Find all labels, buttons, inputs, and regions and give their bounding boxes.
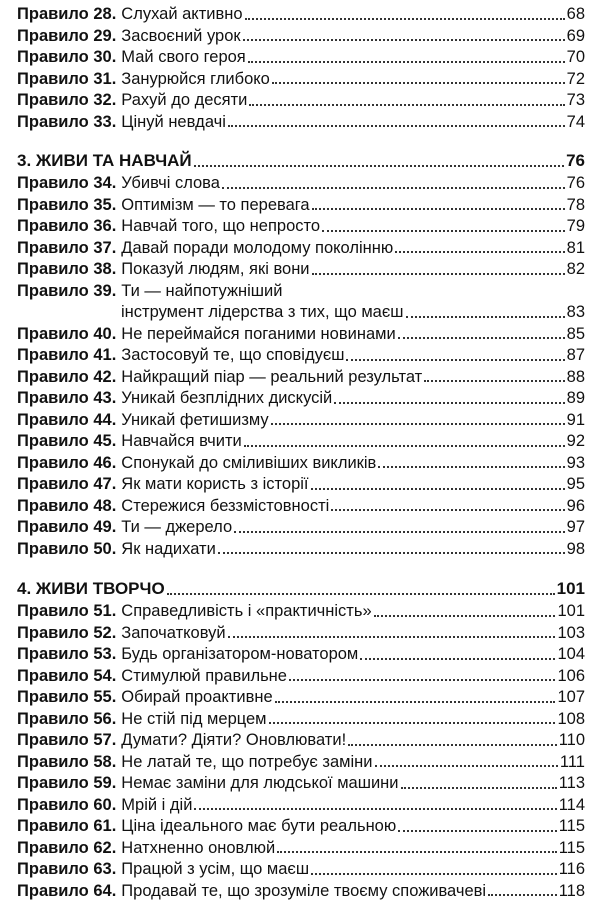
toc-entry[interactable] <box>17 623 585 645</box>
toc-entry[interactable] <box>17 112 585 134</box>
leader-dots <box>194 165 564 167</box>
rule-title: Показуй людям, які вони <box>121 259 309 281</box>
leader-dots <box>334 402 564 404</box>
rule-page-number: 92 <box>567 431 585 453</box>
rule-label: Правило 37. <box>17 238 116 260</box>
rule-label: Правило 52. <box>17 623 116 645</box>
rule-page-number: 116 <box>559 859 585 881</box>
leader-dots <box>269 722 556 724</box>
toc-entry[interactable] <box>17 517 585 539</box>
rule-title: Як надихати <box>121 539 216 561</box>
rule-page-number: 83 <box>567 302 585 324</box>
toc-block-3 <box>17 601 585 902</box>
toc-entry[interactable] <box>17 666 585 688</box>
toc-entry[interactable] <box>17 90 585 112</box>
rule-page-number: 97 <box>567 517 585 539</box>
toc-entry[interactable] <box>17 410 585 432</box>
rule-label: Правило 43. <box>17 388 116 410</box>
rule-label: Правило 42. <box>17 367 116 389</box>
rule-page-number: 115 <box>559 816 585 838</box>
toc-entry[interactable] <box>17 345 585 367</box>
rule-label: Правило 64. <box>17 881 116 902</box>
rule-title: Засвоєний урок <box>121 26 240 48</box>
rule-label: Правило 33. <box>17 112 116 134</box>
toc-entry[interactable] <box>17 752 585 774</box>
rule-page-number: 95 <box>567 474 585 496</box>
rule-label: Правило 60. <box>17 795 116 817</box>
rule-page-number: 110 <box>559 730 585 752</box>
rule-title-line-2: інструмент лідерства з тих, що маєш <box>121 302 404 324</box>
rule-label: Правило 61. <box>17 816 116 838</box>
rule-page-number: 69 <box>567 26 585 48</box>
leader-dots <box>395 251 564 253</box>
rule-label: Правило 53. <box>17 644 116 666</box>
toc-entry[interactable] <box>17 709 585 731</box>
leader-dots <box>375 765 558 767</box>
toc-entry[interactable] <box>17 195 585 217</box>
toc-entry[interactable] <box>17 47 585 69</box>
toc-entry[interactable] <box>17 388 585 410</box>
rule-page-number: 81 <box>567 238 585 260</box>
rule-title: Започатковуй <box>121 623 225 645</box>
leader-dots <box>374 615 556 617</box>
leader-dots <box>311 488 565 490</box>
rule-title: Не стій під мерцем <box>121 709 266 731</box>
toc-entry[interactable] <box>17 859 585 881</box>
leader-dots <box>194 808 556 810</box>
rule-page-number: 68 <box>567 4 585 26</box>
rule-page-number: 111 <box>560 752 585 774</box>
leader-dots <box>398 830 556 832</box>
leader-dots <box>222 187 565 189</box>
toc-entry[interactable] <box>17 881 585 902</box>
toc-entry[interactable] <box>17 324 585 346</box>
rule-title: Уникай безплідних дискусій <box>121 388 332 410</box>
rule-title: Навчай того, що непросто <box>121 216 320 238</box>
toc-entry[interactable] <box>17 644 585 666</box>
rule-title: Оптимізм — то перевага <box>121 195 309 217</box>
leader-dots <box>322 230 565 232</box>
rule-title: Цінуй невдачі <box>121 112 226 134</box>
leader-dots <box>398 337 565 339</box>
toc-entry[interactable] <box>17 773 585 795</box>
rule-label: Правило 45. <box>17 431 116 453</box>
rule-page-number: 115 <box>559 838 585 860</box>
rule-page-number: 78 <box>567 195 585 217</box>
rule-title: Думати? Діяти? Оновлювати! <box>121 730 346 752</box>
rule-label: Правило 58. <box>17 752 116 774</box>
rule-page-number: 106 <box>557 666 585 688</box>
rule-label: Правило 40. <box>17 324 116 346</box>
rule-label: Правило 63. <box>17 859 116 881</box>
rule-label: Правило 46. <box>17 453 116 475</box>
rule-title: Убивчі слова <box>121 173 220 195</box>
rule-title: Найкращий піар — реальний результат <box>121 367 422 389</box>
leader-dots <box>275 701 556 703</box>
rule-title: Натхненно оновлюй <box>121 838 275 860</box>
toc-entry[interactable] <box>17 730 585 752</box>
section-page-number: 101 <box>557 577 585 601</box>
leader-dots <box>348 744 557 746</box>
section-heading-3[interactable] <box>17 149 585 173</box>
rule-page-number: 79 <box>567 216 585 238</box>
toc-entry[interactable] <box>17 816 585 838</box>
section-title: 3. ЖИВИ ТА НАВЧАЙ <box>17 149 192 173</box>
section-title: 4. ЖИВИ ТВОРЧО <box>17 577 165 601</box>
rule-label: Правило 38. <box>17 259 116 281</box>
leader-dots <box>488 894 557 896</box>
rule-title: Як мати користь з історії <box>121 474 308 496</box>
rule-label: Правило 41. <box>17 345 116 367</box>
rule-title: Уникай фетишизму <box>121 410 268 432</box>
rule-page-number: 89 <box>567 388 585 410</box>
rule-label: Правило 30. <box>17 47 116 69</box>
leader-dots <box>218 552 565 554</box>
rule-page-number: 113 <box>559 773 585 795</box>
section-page-number: 76 <box>566 149 585 173</box>
leader-dots <box>311 873 557 875</box>
rule-page-number: 108 <box>557 709 585 731</box>
rule-label: Правило 34. <box>17 173 116 195</box>
leader-dots <box>277 851 557 853</box>
rule-label: Правило 62. <box>17 838 116 860</box>
leader-dots <box>248 61 565 63</box>
rule-label: Правило 50. <box>17 539 116 561</box>
rule-page-number: 96 <box>567 496 585 518</box>
toc-entry[interactable] <box>17 687 585 709</box>
toc-entry-rule-39[interactable] <box>17 281 585 324</box>
table-of-contents <box>17 4 585 902</box>
rule-page-number: 87 <box>567 345 585 367</box>
rule-page-number: 70 <box>567 47 585 69</box>
toc-entry[interactable] <box>17 26 585 48</box>
rule-title: Давай поради молодому поколінню <box>121 238 393 260</box>
toc-entry[interactable] <box>17 453 585 475</box>
rule-label: Правило 32. <box>17 90 116 112</box>
rule-title: Немає заміни для людської машини <box>121 773 398 795</box>
rule-page-number: 72 <box>567 69 585 91</box>
rule-page-number: 118 <box>559 881 585 902</box>
leader-dots <box>312 273 565 275</box>
leader-dots <box>378 466 564 468</box>
toc-entry[interactable] <box>17 4 585 26</box>
rule-label: Правило 47. <box>17 474 116 496</box>
toc-entry[interactable] <box>17 496 585 518</box>
toc-block-2b <box>17 324 585 561</box>
rule-title: Обирай проактивне <box>121 687 272 709</box>
leader-dots <box>346 359 564 361</box>
rule-title: Не переймайся поганими новинами <box>121 324 395 346</box>
rule-label: Правило 29. <box>17 26 116 48</box>
rule-title: Продавай те, що зрозуміле твоєму споживачеві <box>121 881 486 902</box>
rule-label: Правило 28. <box>17 4 116 26</box>
toc-block-2a <box>17 173 585 281</box>
leader-dots <box>271 423 565 425</box>
leader-dots <box>245 18 565 20</box>
leader-dots <box>249 104 564 106</box>
rule-title: Стережися беззмістовності <box>121 496 329 518</box>
toc-entry[interactable] <box>17 259 585 281</box>
rule-page-number: 88 <box>567 367 585 389</box>
leader-dots <box>272 82 565 84</box>
rule-title: Рахуй до десяти <box>121 90 247 112</box>
toc-block-1 <box>17 4 585 133</box>
toc-entry[interactable] <box>17 838 585 860</box>
rule-label: Правило 54. <box>17 666 116 688</box>
leader-dots <box>406 316 565 318</box>
toc-entry[interactable] <box>17 69 585 91</box>
rule-title-line-1: Ти — найпотужніший <box>121 281 282 303</box>
toc-entry[interactable] <box>17 795 585 817</box>
rule-title: Ти — джерело <box>121 517 232 539</box>
toc-entry[interactable] <box>17 367 585 389</box>
rule-title: Май свого героя <box>121 47 245 69</box>
leader-dots <box>234 531 564 533</box>
rule-title: Мрій і дій <box>121 795 192 817</box>
rule-title: Навчайся вчити <box>121 431 242 453</box>
toc-entry[interactable] <box>17 173 585 195</box>
rule-title: Справедливість і «практичність» <box>121 601 371 623</box>
rule-page-number: 93 <box>567 453 585 475</box>
leader-dots <box>401 787 557 789</box>
toc-entry[interactable] <box>17 216 585 238</box>
rule-title: Спонукай до сміливіших викликів <box>121 453 376 475</box>
rule-label: Правило 48. <box>17 496 116 518</box>
rule-page-number: 103 <box>557 623 585 645</box>
leader-dots <box>360 658 555 660</box>
rule-title: Ціна ідеального має бути реальною <box>121 816 396 838</box>
rule-label: Правило 35. <box>17 195 116 217</box>
rule-label: Правило 57. <box>17 730 116 752</box>
rule-page-number: 74 <box>567 112 585 134</box>
rule-label: Правило 44. <box>17 410 116 432</box>
rule-label: Правило 56. <box>17 709 116 731</box>
toc-entry[interactable] <box>17 431 585 453</box>
rule-title: Не латай те, що потребує заміни <box>121 752 372 774</box>
rule-page-number: 85 <box>567 324 585 346</box>
rule-label: Правило 31. <box>17 69 116 91</box>
leader-dots <box>331 509 564 511</box>
rule-page-number: 76 <box>567 173 585 195</box>
rule-title: Будь організатором-новатором <box>121 644 358 666</box>
rule-page-number: 104 <box>557 644 585 666</box>
rule-label: Правило 51. <box>17 601 116 623</box>
rule-page-number: 114 <box>559 795 585 817</box>
leader-dots <box>424 380 564 382</box>
rule-title: Занурюйся глибоко <box>121 69 270 91</box>
rule-page-number: 107 <box>557 687 585 709</box>
leader-dots <box>244 445 565 447</box>
toc-entry[interactable] <box>17 238 585 260</box>
leader-dots <box>167 593 555 595</box>
toc-entry[interactable] <box>17 539 585 561</box>
rule-page-number: 98 <box>567 539 585 561</box>
leader-dots <box>243 39 565 41</box>
leader-dots <box>289 679 555 681</box>
rule-label: Правило 55. <box>17 687 116 709</box>
rule-title: Слухай активно <box>121 4 242 26</box>
rule-title: Застосовуй те, що сповідуєш <box>121 345 344 367</box>
leader-dots <box>312 208 565 210</box>
rule-page-number: 101 <box>557 601 585 623</box>
rule-title: Працюй з усім, що маєш <box>121 859 309 881</box>
section-heading-4[interactable] <box>17 577 585 601</box>
rule-page-number: 91 <box>567 410 585 432</box>
toc-entry[interactable] <box>17 474 585 496</box>
rule-page-number: 73 <box>567 90 585 112</box>
rule-label: Правило 36. <box>17 216 116 238</box>
rule-page-number: 82 <box>567 259 585 281</box>
toc-entry[interactable] <box>17 601 585 623</box>
rule-label: Правило 39. <box>17 281 116 303</box>
leader-dots <box>228 125 565 127</box>
rule-label: Правило 49. <box>17 517 116 539</box>
rule-title: Стимулюй правильне <box>121 666 287 688</box>
rule-label: Правило 59. <box>17 773 116 795</box>
leader-dots <box>228 636 556 638</box>
